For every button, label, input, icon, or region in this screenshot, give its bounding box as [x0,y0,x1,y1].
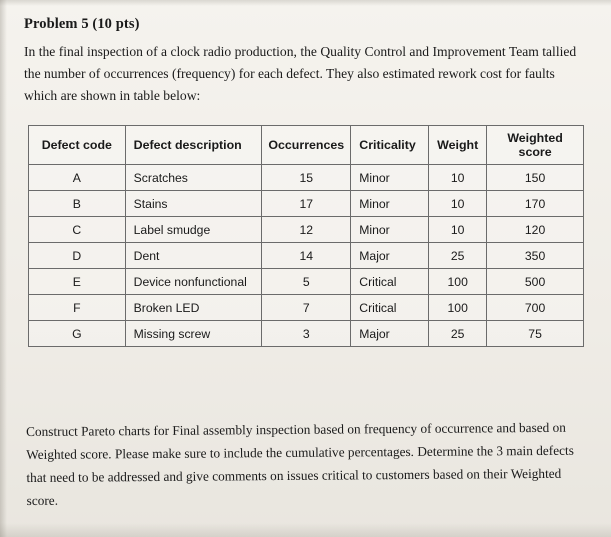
page-edge-shadow-bottom [0,523,611,537]
cell-criticality: Major [351,243,429,269]
column-header-weight: Weight [429,126,487,165]
cell-weight: 25 [429,321,487,347]
cell-defect-description: Missing screw [125,321,262,347]
cell-occurrences: 15 [262,165,351,191]
page-title: Problem 5 (10 pts) [24,16,140,32]
cell-weighted-score: 150 [487,165,584,191]
cell-weighted-score: 170 [487,191,584,217]
table-row [29,295,584,321]
cell-weighted-score: 350 [487,243,584,269]
cell-weighted-score: 500 [487,269,584,295]
cell-criticality: Minor [351,165,429,191]
cell-weight: 10 [429,191,487,217]
cell-defect-description: Label smudge [125,217,262,243]
cell-defect-code: E [29,269,126,295]
defects-table [28,125,584,347]
table-row [29,269,584,295]
page-edge-shadow-top [0,0,611,6]
cell-occurrences: 14 [262,243,351,269]
cell-defect-description: Stains [125,191,262,217]
cell-defect-code: C [29,217,126,243]
column-header-defect-code: Defect code [29,126,126,165]
intro-paragraph: In the final inspection of a clock radio production, the Quality Control and Improvement Team tallied the number of occurrences (frequency) for each defect. They also estimated rework cost for faults which are shown in table below: [24,44,577,104]
column-header-criticality: Criticality [351,126,429,165]
column-header-weighted-score: Weighted score [487,126,584,165]
cell-defect-description: Device nonfunctional [125,269,262,295]
cell-occurrences: 17 [262,191,351,217]
cell-weight: 10 [429,165,487,191]
cell-defect-code: D [29,243,126,269]
cell-occurrences: 5 [262,269,351,295]
cell-defect-code: G [29,321,126,347]
closing-paragraph: Construct Pareto charts for Final assembly inspection based on frequency of occurrence and based on Weighted score. Please make sure to include the cumulative percentages. Determine the 3 main defects that need to be addressed and give comments on issues critical to customers based on their Weighted score. [26,419,574,508]
cell-criticality: Critical [351,269,429,295]
cell-weight: 100 [429,269,487,295]
cell-weighted-score: 75 [487,321,584,347]
cell-defect-description: Broken LED [125,295,262,321]
cell-occurrences: 3 [262,321,351,347]
cell-occurrences: 12 [262,217,351,243]
table-row [29,243,584,269]
cell-occurrences: 7 [262,295,351,321]
table-header-row [29,126,584,165]
table-row [29,191,584,217]
cell-criticality: Major [351,321,429,347]
column-header-defect-description: Defect description [125,126,262,165]
cell-weighted-score: 120 [487,217,584,243]
cell-weight: 25 [429,243,487,269]
cell-defect-description: Dent [125,243,262,269]
cell-criticality: Minor [351,217,429,243]
cell-defect-code: A [29,165,126,191]
table-row [29,165,584,191]
defects-table-container [28,125,584,347]
table-row [29,217,584,243]
table-row [29,321,584,347]
cell-defect-description: Scratches [125,165,262,191]
cell-weighted-score: 700 [487,295,584,321]
cell-weight: 10 [429,217,487,243]
page-edge-shadow-left [0,0,7,537]
cell-defect-code: B [29,191,126,217]
column-header-occurrences: Occurrences [262,126,351,165]
cell-criticality: Minor [351,191,429,217]
cell-criticality: Critical [351,295,429,321]
cell-defect-code: F [29,295,126,321]
cell-weight: 100 [429,295,487,321]
